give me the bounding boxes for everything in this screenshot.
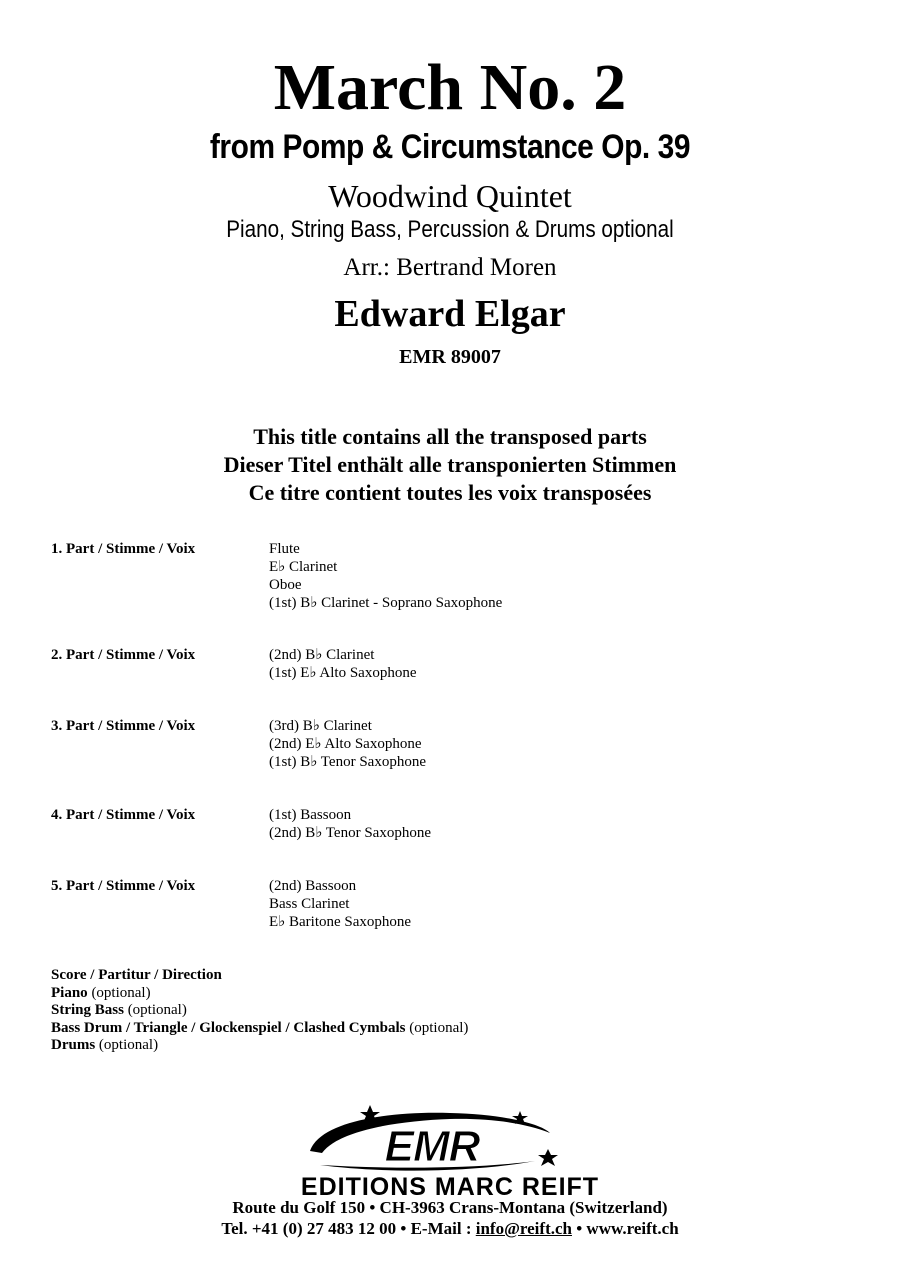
instrument: (2nd) E♭ Alto Saxophone — [269, 736, 422, 752]
instrument: (1st) E♭ Alto Saxophone — [269, 665, 417, 681]
ensemble: Woodwind Quintet — [328, 178, 572, 214]
extra-part-note: (optional) — [98, 1037, 159, 1053]
emr-logo — [300, 1103, 560, 1178]
email-link[interactable]: info@reift.ch — [475, 1219, 572, 1238]
website-link[interactable]: • www.reift.ch — [576, 1219, 679, 1238]
notice-french: Ce titre contient toutes les voix transposées — [248, 480, 652, 505]
extra-part-name: Drums — [51, 1037, 96, 1053]
instrument: (1st) B♭ Clarinet - Soprano Saxophone — [269, 595, 503, 611]
instrument: (3rd) B♭ Clarinet — [269, 718, 372, 734]
instrument: Flute — [269, 541, 300, 557]
piece-title: March No. 2 — [273, 51, 627, 124]
part-label: 1. Part / Stimme / Voix — [51, 541, 196, 557]
notice-english: This title contains all the transposed parts — [253, 424, 647, 449]
instrument: E♭ Baritone Saxophone — [269, 914, 412, 930]
instrument: (1st) B♭ Tenor Saxophone — [269, 754, 426, 770]
notice-german: Dieser Titel enthält alle transponierten Stimmen — [223, 452, 677, 477]
catalog-number: EMR 89007 — [399, 346, 501, 368]
extra-part-name: Piano — [51, 984, 88, 1001]
part-label: 2. Part / Stimme / Voix — [51, 647, 196, 663]
instrument: (2nd) B♭ Tenor Saxophone — [269, 825, 431, 841]
extra-part — [51, 985, 468, 1003]
instrument: (2nd) B♭ Clarinet — [269, 647, 375, 663]
part-instrument-list — [269, 806, 431, 842]
part-instrument-list — [269, 877, 411, 931]
extra-part-note: (optional) — [127, 1002, 187, 1018]
part-instrument-list — [269, 646, 416, 682]
piece-subtitle: from Pomp & Circumstance Op. 39 — [209, 128, 691, 166]
publisher-address: Route du Golf 150 • CH-3963 Crans-Montana (Switzerland) — [232, 1198, 668, 1217]
part-label: 5. Part / Stimme / Voix — [51, 878, 196, 894]
extra-part-name: String Bass — [51, 1002, 124, 1018]
instrument: Oboe — [269, 577, 302, 593]
extra-part — [51, 967, 468, 985]
extra-part — [51, 1037, 468, 1055]
instrument: Bass Clarinet — [269, 896, 350, 912]
arranger: Arr.: Bertrand Moren — [343, 254, 557, 281]
optional-instruments: Piano, String Bass, Percussion & Drums optional — [226, 216, 674, 243]
publisher-tel: Tel. +41 (0) 27 483 12 00 • E-Mail : — [221, 1219, 472, 1238]
part-label: 4. Part / Stimme / Voix — [51, 807, 196, 823]
extra-part-note: (optional) — [409, 1019, 469, 1036]
part-instrument-list — [269, 540, 502, 612]
extra-part-note: (optional) — [91, 984, 151, 1001]
extra-part — [51, 1020, 468, 1038]
star-icon — [538, 1149, 558, 1166]
extra-part-name: Score / Partitur / Direction — [51, 967, 222, 983]
instrument: E♭ Clarinet — [269, 559, 338, 575]
instrument: (2nd) Bassoon — [269, 878, 357, 894]
publisher-contact — [0, 1218, 900, 1240]
publisher-name: EDITIONS MARC REIFT — [300, 1173, 600, 1201]
logo-wordmark: EMR — [384, 1122, 480, 1171]
extra-parts-list — [51, 967, 468, 1055]
part-label: 3. Part / Stimme / Voix — [51, 718, 196, 734]
instrument: (1st) Bassoon — [269, 807, 352, 823]
extra-part-name: Bass Drum / Triangle / Glockenspiel / Clashed Cymbals — [51, 1019, 406, 1036]
part-instrument-list — [269, 717, 426, 771]
extra-part — [51, 1002, 468, 1020]
composer: Edward Elgar — [334, 293, 566, 335]
